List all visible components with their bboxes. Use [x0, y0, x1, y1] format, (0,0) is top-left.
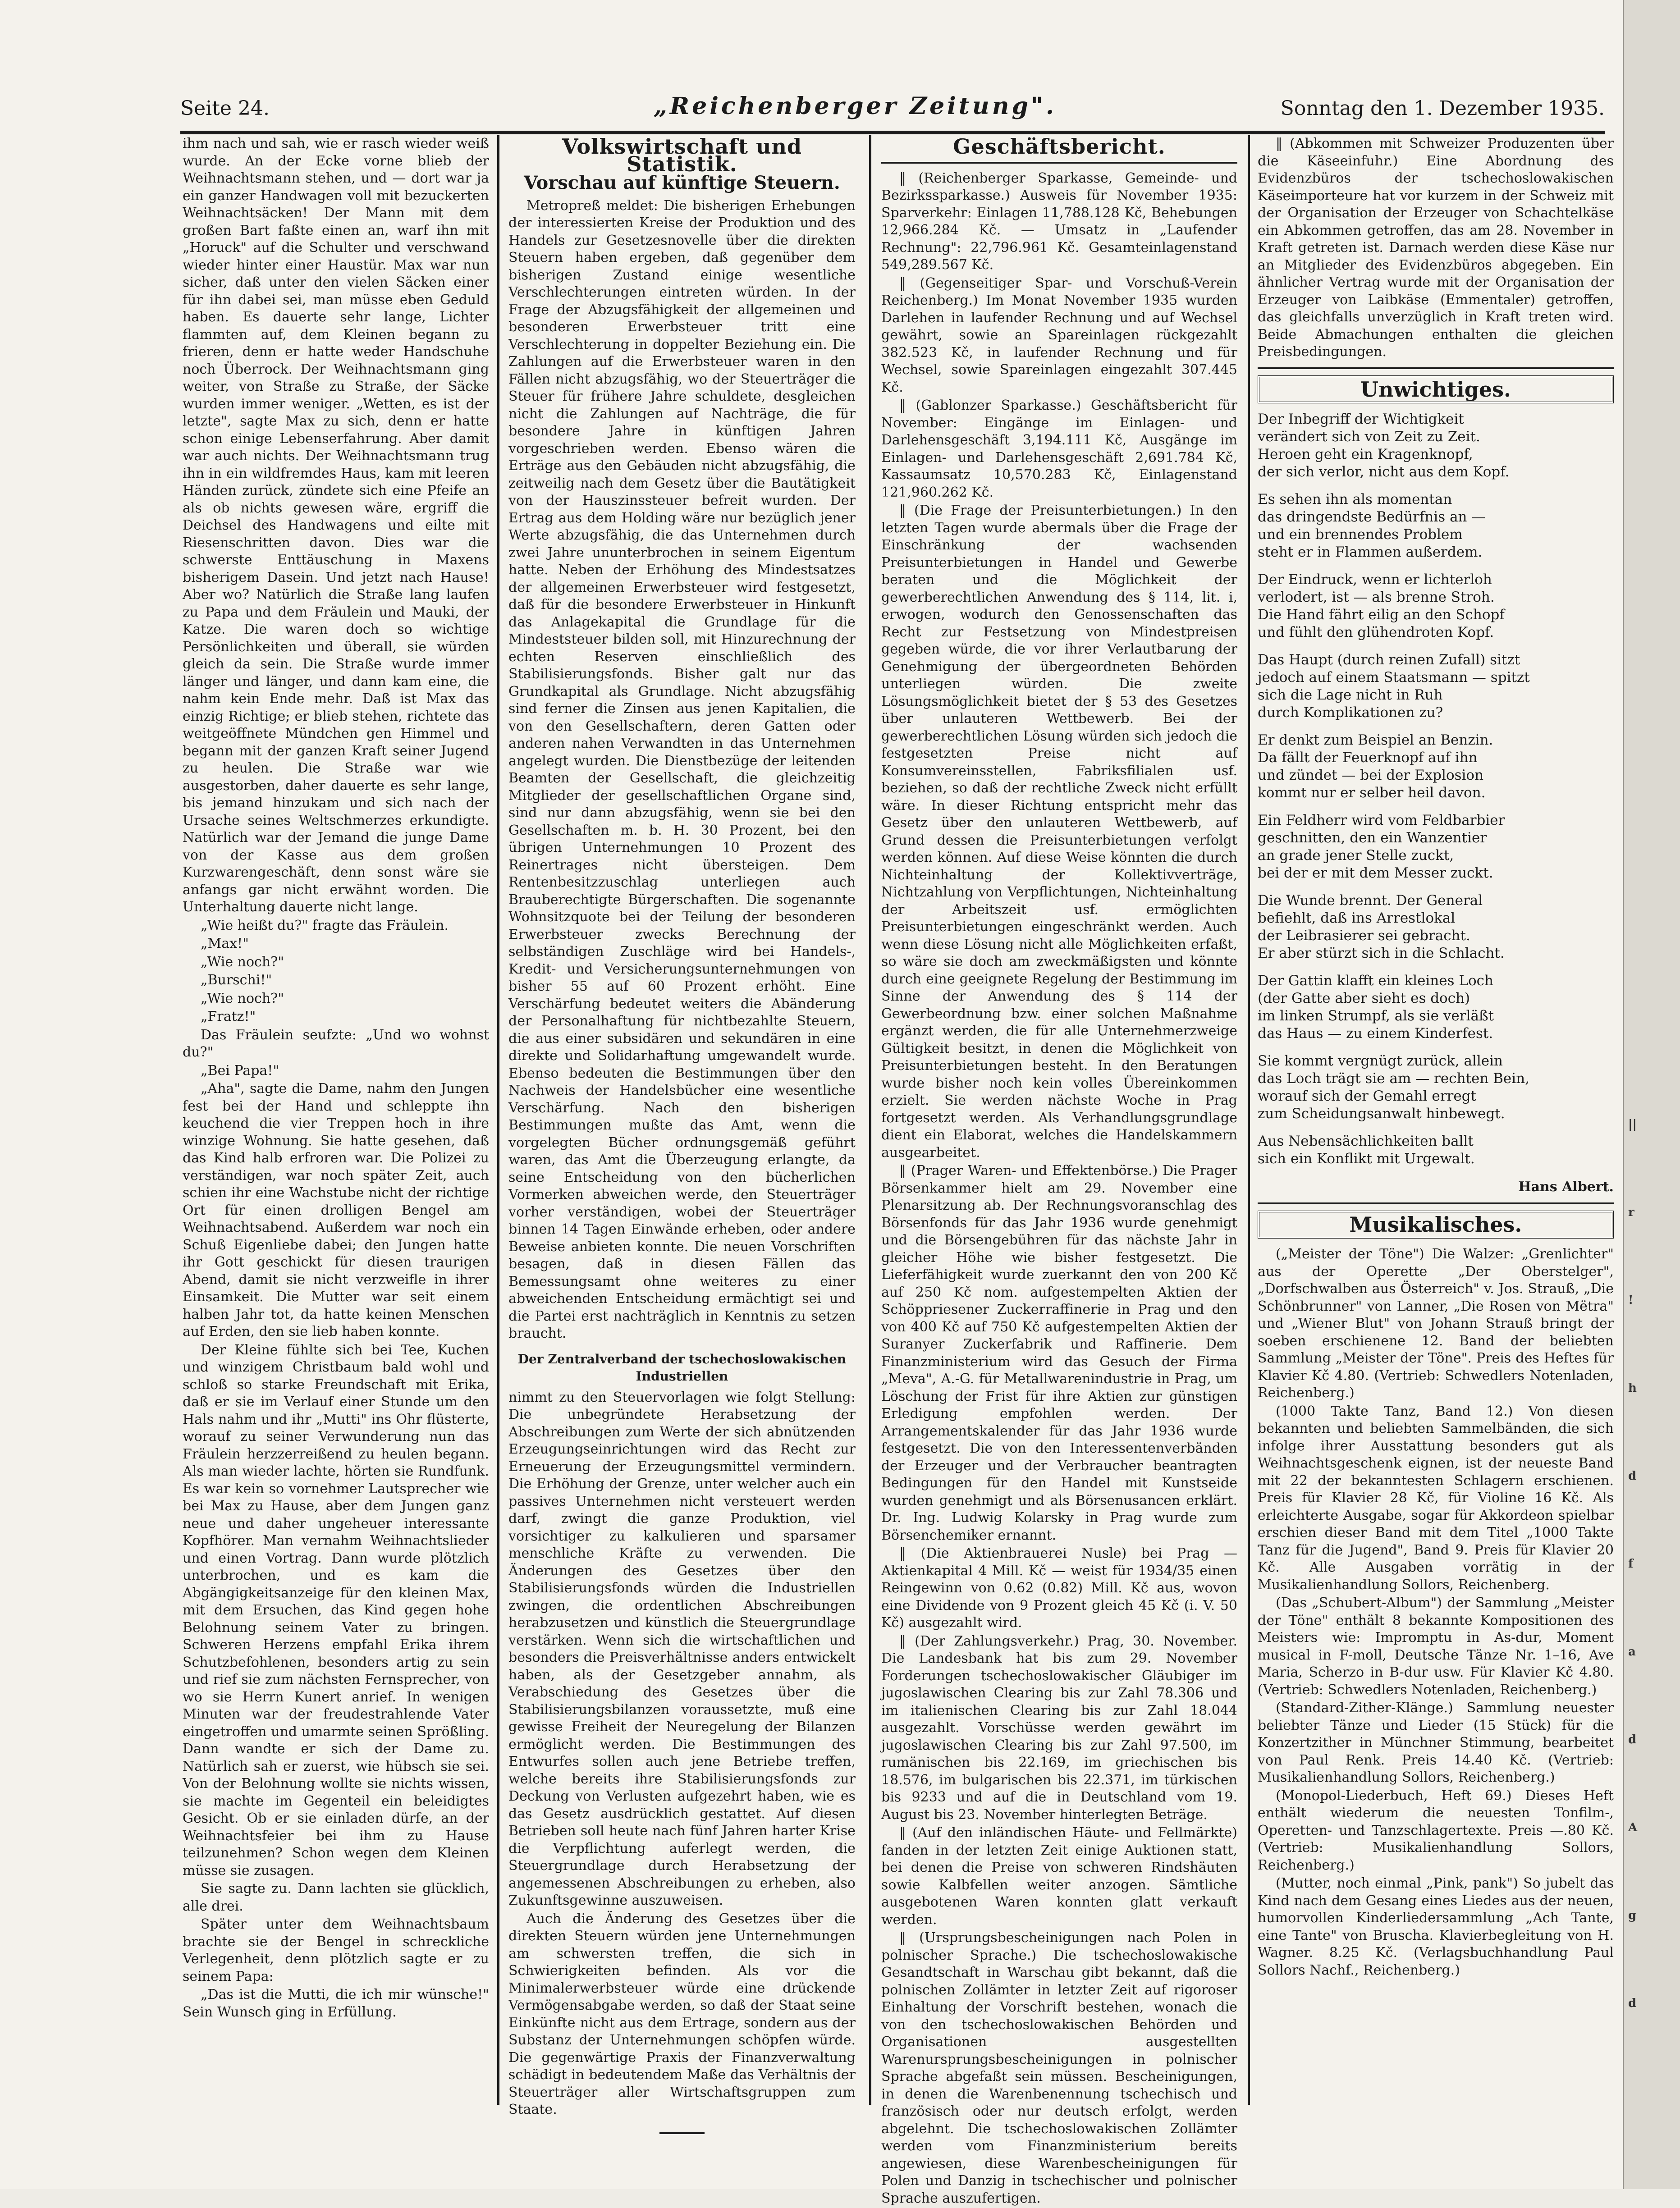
page-header: [180, 88, 1605, 128]
poem-line: Da fällt der Feuerknopf auf ihn: [1258, 750, 1478, 766]
paragraph: ‖ (Der Zahlungsverkehr.) Prag, 30. November. Die Landesbank hat bis zum 29. November Forderungen tschechoslowakischer Gläubiger im jugoslawischen Clearing bis zur Zahl 78.306 und im italienischen Clearing bis zur Zahl 18.044 ausgezahlt. Vorschüsse werden gewährt im jugoslawischen Clearing bis zur Zahl 97.500, im rumänischen bis 22.169, im griechischen bis 18.576, im bulgarischen bis 22.371, im türkischen bis 9233 und auf die in Deutschland vom 19. August bis 23. November hinterlegten Beträge.: [881, 1633, 1237, 1823]
poem-author: Hans Albert.: [1518, 1179, 1614, 1195]
poem-line: der sich verlor, nicht aus dem Kopf.: [1258, 464, 1510, 480]
paragraph: „Wie noch?": [201, 990, 284, 1006]
poem-line: verändert sich von Zeit zu Zeit.: [1258, 429, 1480, 445]
poem-line: befiehlt, daß ins Arrestlokal: [1258, 910, 1456, 926]
poem-stanza: [1258, 1052, 1614, 1123]
story-column: [183, 135, 489, 2022]
poem-line: das Haus — zu einem Kinderfest.: [1258, 1025, 1493, 1042]
poem-line: geschnitten, den ein Wanzentier: [1258, 830, 1487, 846]
poem-line: und fühlt den glühendroten Kopf.: [1258, 624, 1494, 640]
poem-stanza: [1258, 892, 1614, 962]
end-rule: [659, 2132, 705, 2134]
poem-line: kommt nur er selber heil davon.: [1258, 785, 1486, 801]
edge-fragment: d: [1628, 1997, 1637, 2010]
paragraph: (Monopol-Liederbuch, Heft 69.) Dieses Heft enthält wiederum die neuesten Tonfilm-, Operetten- und Tanzschlagertexte. Preis —.80 Kč. (Vertrieb: Musikalienhandlung Sollors, Reichenberg.): [1258, 1787, 1614, 1873]
poem-stanza: [1258, 571, 1614, 641]
poem-title: Unwichtiges.: [1258, 375, 1614, 404]
subheadline: Der Zentralverband der tschechoslowakischen Industriellen: [517, 1351, 847, 1384]
poem-line: und ein brennendes Problem: [1258, 526, 1463, 543]
poem-line: Das Haupt (durch reinen Zufall) sitzt: [1258, 652, 1520, 668]
poem-line: zum Scheidungsanwalt hinbewegt.: [1258, 1106, 1505, 1122]
poem-stanza: [1258, 731, 1614, 802]
poem-line: sich ein Konflikt mit Urgewalt.: [1258, 1151, 1475, 1167]
poem-line: Heroen geht ein Kragenknopf,: [1258, 446, 1473, 462]
paragraph: (Standard-Zither-Klänge.) Sammlung neuester beliebter Tänze und Lieder (15 Stück) für die Konzertzither in Münchner Stimmung, bearbeitet von Paul Renk. Preis 14.40 Kč. (Vertrieb: Musikalienhandlung Sollors, Reichenberg.): [1258, 1700, 1614, 1785]
paragraph: ‖ (Prager Waren- und Effektenbörse.) Die Prager Börsenkammer hielt am 29. November eine Plenarsitzung ab. Der Rechnungsvoranschlag des Börsenfonds für das Jahr 1936 wurde genehmigt und die Börsengebühren für das nächste Jahr in gleicher Höhe wie bisher festgesetzt. Die Lieferfähigkeit wurde zuerkannt den von 200 Kč auf 250 Kč nom. aufgestempelten Aktien der Schöppriesener Zuckerraffinerie in Prag und den von 400 Kč auf 750 Kč aufgestempelten Aktien der Suranyer Zuckerfabrik und Raffinerie. Dem Finanzministerium wird das Gesuch der Firma „Meva", A.-G. für Metallwarenindustrie in Prag, um Löschung der Frist für ihre Aktien zur günstigen Erledigung empfohlen werden. Der Arrangementskalender für das Jahr 1936 wurde festgesetzt. Die von den Interessentenverbänden der Erzeuger und der Verbraucher beantragten Bedingungen für den Handel mit Kunstseide wurden genehmigt und als Börsenusancen erklärt. Dr. Ing. Ludwig Kolarsky in Prag wurde zum Börsenchemiker ernannt.: [881, 1163, 1237, 1543]
column-divider: [1248, 135, 1250, 2105]
paragraph: Auch die Änderung des Gesetzes über die direkten Steuern würden jene Unternehmungen am schwersten treffen, die sich in Schwierigkeiten befinden. Als vor die Minimalerwerbsteuer würde eine drückende Vermögensabgabe werden, so daß der Staat seine Einkünfte nicht aus dem Ertrage, sondern aus der Substanz der Unternehmungen schöpfen würde. Die gegenwärtige Praxis der Finanzverwaltung schädigt in bedeutendem Maße das Verhältnis der Steuerträger aller Wirtschaftsgruppen zum Staate.: [508, 1911, 856, 2117]
paragraph: Metropreß meldet: Die bisherigen Erhebungen der interessierten Kreise der Produktion und des Handels zur Gesetzesnovelle über die direkten Steuern haben ergeben, daß gegenüber dem bisherigen Zustand einige wesentliche Verschlechterungen eintreten würden. In der Frage der Abzugsfähigkeit der allgemeinen und besonderen Erwerbsteuer tritt eine Verschlechterung in doppelter Beziehung ein. Die Zahlungen auf die Erwerbsteuer waren in den Fällen nicht abzugsfähig, wo der Steuerträger die Steuer für frühere Jahre schuldete, desgleichen nicht die Zahlungen auf Nachträge, die für besondere Jahre in künftigen Jahren vorgeschrieben werden. Ebenso wären die Erträge aus den Gebäuden nicht abzugsfähig, die zeitweilig nach dem Gesetz über die Bautätigkeit von der Hauszinssteuer befreit wurden. Der Ertrag aus dem Holding wäre nur bezüglich jener Werte abzugsfähig, die das Unternehmen durch zwei Jahre ununterbrochen in seinem Eigentum hatte. Neben der Erhöhung des Mindestsatzes der allgemeinen Erwerbsteuer wird festgesetzt, daß für die besondere Erwerbsteuer in Hinkunft das Anlagekapital die Grundlage für die Mindeststeuer bilden soll, mit Hinzurechnung der echten Reserven einschließlich des Stabilisierungsfonds. Bisher galt nur das Grundkapital als Grundlage. Nicht abzugsfähig sind ferner die Zinsen aus jenen Kapitalien, die von den Gesellschaftern, deren Gatten oder anderen nahen Verwandten in das Unternehmen angelegt wurden. Die Dienstbezüge der leitenden Beamten der Gesellschaft, die gleichzeitig Mitglieder der gesellschaftlichen Organe sind, sind nur dann abzugsfähig, wenn sie bei den Gesellschaften m. b. H. 30 Prozent, bei den übrigen Unternehmungen 10 Prozent des Reinertrages nicht übersteigen. Dem Rentenbesitzzuschlag unterliegen auch Brauberechtigte Bürgerschaften. Die sogenannte Wohnsitzquote bei der Teilung der besonderen Erwerbsteuer zwecks Berechnung der selbständigen Zuschläge wird bei Handels-, Kredit- und Versicherungsunternehmungen von bisher 55 auf 60 Prozent erhöht. Eine Verschärfung bedeutet weiters die Abänderung der Personalhaftung für nichtbezahlte Steuern, die aus einer subsidären und sekundären in eine direkte und Solidarhaftung umgewandelt wurde. Ebenso bedeuten die Bestimmungen über den Nachweis der Handelsbücher eine wesentliche Verschärfung. Nach den bisherigen Bestimmungen mußte das Amt, wenn die vorgelegten Bücher ordnungsgemäß geführt waren, das Amt die Überzeugung erlangte, da seine Entscheidung von den bücherlichen Vormerken abweichen werde, den Steuerträger vorher verständigen, wobei der Steuerträger binnen 14 Tagen Einwände erheben, oder andere Beweise anbieten konnte. Die neuen Vorschriften besagen, daß in diesen Fällen das Bemessungsamt ohne weiteres zu einer abweichenden Entscheidung ermächtigt sei und die Partei erst nachträglich in Kenntnis zu setzen braucht.: [508, 197, 856, 1341]
poem-line: an grade jener Stelle zuckt,: [1258, 847, 1454, 864]
poem-line: Aus Nebensächlichkeiten ballt: [1258, 1133, 1474, 1149]
poem-line: Der Eindruck, wenn er lichterloh: [1258, 571, 1492, 588]
poem-line: worauf sich der Gemahl erregt: [1258, 1088, 1477, 1104]
poem-line: Sie kommt vergnügt zurück, allein: [1258, 1053, 1503, 1069]
paragraph: (1000 Takte Tanz, Band 12.) Von diesen bekannten und beliebten Sammelbänden, die sich infolge ihrer Ausstattung besonders gut als Weihnachtsgeschenk eignen, ist der neueste Band mit 22 der bekanntesten Schlagern erschienen. Preis für Klavier 28 Kč, für Violine 16 Kč. Als erleichterte Ausgabe, sogar für Akkordeon spielbar erschien dieser Band mit dem Titel „1000 Takte Tanz für die Jugend", Band 9. Preis für Klavier 20 Kč. Alle Ausgaben vorrätig in der Musikalienhandlung Sollors, Reichenberg.: [1258, 1403, 1614, 1593]
paragraph: „Wie noch?": [201, 954, 284, 970]
page-number: Seite 24.: [180, 97, 270, 120]
header-rule: [180, 131, 1605, 134]
edge-fragment: h: [1628, 1381, 1637, 1395]
business-column: [881, 135, 1237, 2208]
paragraph: ‖ (Abkommen mit Schweizer Produzenten über die Käseeinfuhr.) Eine Abordnung des Evidenzbüros der tschechoslowakischen Käseimporteure hat vor kurzem in der Schweiz mit der Organisation der Erzeuger von Schachtelkäse ein Abkommen getroffen, das am 28. November in Kraft getreten ist. Darnach werden diese Käse nur an Mitglieder des Evidenzbüros abgegeben. Ein ähnlicher Vertrag wurde mit der Organisation der Erzeuger von Laibkäse (Emmentaler) getroffen, das gleichfalls unverzüglich in Kraft treten wird. Beide Abmachungen enthalten die gleichen Preisbedingungen.: [1258, 136, 1614, 360]
paragraph: Der Kleine fühlte sich bei Tee, Kuchen und winzigem Christbaum bald wohl und schloß so starke Freundschaft mit Erika, daß er sie im Verlauf einer Stunde um den Hals nahm und ihr „Mutti" ins Ohr flüsterte, worauf zu seiner Verwunderung nun das Fräulein herzzerreißend zu heulen begann. Als man wieder lachte, hörten sie Rundfunk. Es war kein so vornehmer Lautsprecher wie bei Max zu Hause, aber dem Jungen ganz neue und daher ungeheuer interessante Kopfhörer. Man vernahm Weihnachtslieder und einen Vortrag. Dann wurde plötzlich unterbrochen, und es kam die Abgängigkeitsanzeige für den kleinen Max, mit dem Ersuchen, das Kind gegen hohe Belohnung seinem Vater zu bringen. Schweren Herzens empfahl Erika ihrem Schutzbefohlenen, besonders artig zu sein und rief sie zum nächsten Fernsprecher, von wo sie Herrn Kunert anrief. In wenigen Minuten war der freudestrahlende Vater eingetroffen und umarmte seinen Sprößling. Dann wandte er sich der Dame zu. Natürlich sah er zuerst, wie hübsch sie sei. Von der Belohnung wollte sie nichts wissen, sie machte im Gegenteil ein beleidigtes Gesicht. Ob er sie einladen dürfe, an der Weihnachtsfeier bei ihm zu Hause teilzunehmen? Schon wegen dem Kleinen müsse sie zusagen.: [183, 1342, 489, 1879]
paragraph: „Aha", sagte die Dame, nahm den Jungen fest bei der Hand und schleppte ihn keuchend die vier Treppen hoch in ihre winzige Wohnung. Sie hatte gesehen, daß das Kind halb erfroren war. Die Polizei zu verständigen, war noch später Zeit, auch schien ihr eine Wachstube nicht der richtige Ort für einen drolligen Bengel am Weihnachtsabend. Außerdem war noch ein Schuß Eigenliebe dabei; den Jungen hatte ihr Gott geschickt für diesen traurigen Abend, damit sie nicht verzweifle in ihrer Einsamkeit. Die Mutter war seit einem halben Jahr tot, da hatte keinen Menschen auf Erden, den sie lieb haben konnte.: [183, 1081, 489, 1339]
edge-fragment: A: [1628, 1821, 1638, 1834]
poem-line: Ein Feldherr wird vom Feldbarbier: [1258, 812, 1505, 828]
paragraph: („Meister der Töne") Die Walzer: „Grenlichter" aus der Operette „Der Oberstelger", „Dorfschwalben aus Österreich" v. Jos. Strauß, „Die Schönbrunner" von Lanner, „Die Rosen von Mëtra" und „Wiener Blut" von Johann Strauß bringt der soeben erschienene 12. Band der beliebten Sammlung „Meister der Töne". Preis des Heftes für Klavier Kč 4.80. (Vertrieb: Schwedlers Notenladen, Reichenberg.): [1258, 1246, 1614, 1401]
paragraph: „Wie heißt du?" fragte das Fräulein.: [201, 917, 449, 933]
poem-line: bei der er mit dem Messer zuckt.: [1258, 865, 1493, 881]
economy-column: [508, 135, 856, 2148]
edge-fragment: ||: [1628, 1118, 1637, 1131]
column-divider: [869, 135, 871, 2105]
edge-fragment: r: [1628, 1206, 1634, 1219]
paragraph: ‖ (Ursprungsbescheinigungen nach Polen in polnischer Sprache.) Die tschechoslowakische Gesandtschaft in Warschau gibt bekannt, daß die polnischen Zollämter in letzter Zeit auf rigoroser Einhaltung der Vorschrift bestehen, wonach die von den tschechoslowakischen Behörden und Organisationen ausgestellten Warenursprungsbescheinigungen in polnischer Sprache abgefaßt sein müssen. Bescheinigungen, in denen die Warenbenennung tschechisch und französisch oder nur deutsch erfolgt, werden abgelehnt. Die tschechoslowakischen Zollämter werden vom Finanzministerium bereits angewiesen, diese Warenbescheinigungen für Polen und Danzig in tschechischer und polnischer Sprache auszufertigen.: [881, 1930, 1237, 2206]
poem-line: sich die Lage nicht in Ruh: [1258, 687, 1443, 703]
poem-line: Die Hand fährt eilig an den Schopf: [1258, 607, 1505, 623]
poem-line: Die Wunde brennt. Der General: [1258, 892, 1483, 909]
poem-stanza: [1258, 651, 1614, 722]
paragraph: ‖ (Reichenberger Sparkasse, Gemeinde- und Bezirkssparkasse.) Ausweis für November 1935: Sparverkehr: Einlagen 11,788.128 Kč, Behebungen 12,966.284 Kč. — Umsatz in „Laufender Rechnung": 22,796.961 Kč. Gesamteinlagenstand 549,289.567 Kč.: [881, 170, 1237, 273]
poem-line: Der Gattin klafft ein kleines Loch: [1258, 973, 1493, 989]
poem-line: das dringendste Bedürfnis an —: [1258, 509, 1486, 525]
paragraph: (Das „Schubert-Album") der Sammlung „Meister der Töne" enthält 8 bekannte Kompositionen des Meisters wie: Impromptu in As-dur, Moment musical in F-moll, Deutsche Tänze Nr. 1–16, Ave Maria, Scherzo in B-dur usw. Für Klavier Kč 4.80. (Vertrieb: Schwedlers Notenladen, Reichenberg.): [1258, 1595, 1614, 1698]
poem-line: verlodert, ist — als brenne Stroh.: [1258, 589, 1495, 605]
title-rule: [881, 162, 1237, 164]
music-section-title: Musikalisches.: [1258, 1211, 1614, 1239]
paragraph: „Fratz!": [201, 1009, 256, 1024]
adjacent-page-edge: [1623, 0, 1680, 2189]
edge-fragment: a: [1628, 1645, 1636, 1659]
section-rule: [1258, 1202, 1614, 1204]
poem-line: Der Inbegriff der Wichtigkeit: [1258, 411, 1464, 427]
edge-fragment: f: [1628, 1557, 1634, 1571]
poem-line: im linken Strumpf, als sie verläßt: [1258, 1008, 1494, 1024]
poem-stanza: [1258, 972, 1614, 1042]
poem-line: das Loch trägt sie am — rechten Bein,: [1258, 1070, 1530, 1087]
paragraph: ‖ (Gablonzer Sparkasse.) Geschäftsbericht für November: Eingänge im Einlagen- und Darlehensgeschäft 3,194.111 Kč, Ausgänge im Einlagen- und Darlehensgeschäft 2,691.784 Kč, Kassaumsatz 10,570.283 Kč, Einlagenstand 121,960.262 Kč.: [881, 398, 1237, 500]
poem-stanza: [1258, 812, 1614, 882]
poem-line: der Leibrasierer sei gebracht.: [1258, 928, 1470, 944]
poem-stanza: [1258, 491, 1614, 561]
section-title: Volkswirtschaft und Statistik.: [562, 134, 802, 176]
poem-line: Er denkt zum Beispiel an Benzin.: [1258, 732, 1493, 748]
paragraph: „Max!": [201, 936, 249, 951]
column-divider: [497, 135, 499, 2105]
edge-fragment: !: [1628, 1294, 1634, 1307]
paragraph: (Mutter, noch einmal „Pink, pank") So jubelt das Kind nach dem Gesang eines Liedes aus der neuen, humorvollen Kinderliedersammlung „Ach Tante, eine Tante" von Bruscha. Klavierbegleitung von H. Wagner. 8.25 Kč. (Verlagsbuchhandlung Paul Sollors Nachf., Reichenberg.): [1258, 1875, 1614, 1978]
paragraph: ihm nach und sah, wie er rasch wieder weiß wurde. An der Ecke vorne blieb der Weihnachtsmann stehen, und — dort war ja ein ganzer Handwagen voll mit bezuckerten Weihnachtsäcken! Der Mann mit dem großen Bart faßte einen an, warf ihn mit „Horuck" auf die Schulter und verschwand wieder hinter einer Haustür. Max war nun sicher, daß unter den vielen Säcken einer für ihn dabei sei, man müsse eben Geduld haben. Es dauerte sehr lange, Lichter flammten auf, dem Kleinen begann zu frieren, denn er hatte weder Handschuhe noch Überrock. Der Weihnachtsmann ging weiter, von Straße zu Straße, der Säcke wurden immer weniger. „Wetten, es ist der letzte", sagte Max zu sich, denn er hatte schon einige Lebenserfahrung. Aber damit war auch nichts. Der Weihnachtsmann trug ihn in ein wildfremdes Haus, kam mit leeren Händen zurück, zündete sich eine Pfeife an als ob nichts gewesen wäre, ergriff die Deichsel des Handwagens und eilte mit Riesenschritten davon. Dies war die schwerste Enttäuschung in Maxens bisherigem Dasein. Und jetzt nach Hause! Aber wo? Natürlich die Straße lang laufen zu Papa und dem Fräulein und Mauki, der Katze. Die waren doch so wichtige Persönlichkeiten und überall, sie würden gleich da sein. Die Straße wurde immer länger und länger, und dann kam eine, die nahm kein Ende mehr. Daß ist Max das einzig Richtige; er blieb stehen, richtete das weitgeöffnete Mündchen gen Himmel und begann mit der ganzen Kraft seiner Jugend zu heulen. Die Straße war wie ausgestorben, daher dauerte es sehr lange, bis jemand hinzukam und sich nach der Ursache seines Weltschmerzes erkundigte. Natürlich war der Jemand die junge Dame von der Kasse aus dem großen Kurzwarengeschäft, denn sonst wäre sie anfangs gar nicht erwähnt worden. Die Unterhaltung dauerte nicht lange.: [183, 136, 489, 915]
poem-line: (der Gatte aber sieht es doch): [1258, 990, 1470, 1006]
newspaper-name: „Reichenberger Zeitung".: [654, 92, 1057, 120]
paragraph: ‖ (Die Frage der Preisunterbietungen.) In den letzten Tagen wurde abermals über die Frage der Einschränkung der wachsenden Preisunterbietungen in Handel und Gewerbe beraten und die Möglichkeit der gewerberechtlichen Anwendung des § 114, lit. i, erwogen, wodurch den Genossenschaften das Recht zur Festsetzung von Mindestpreisen gegeben würde, die vor ihrer Verlautbarung der Genehmigung der übergeordneten Behörden unterliegen würden. Die zweite Lösungsmöglichkeit bietet der § 53 des Gesetzes über unlauteren Wettbewerb. Bei der gewerberechtlichen Lösung würden sich jedoch die festgesetzten Preise nicht auf Konsumvereinsstellen, Fabriksfilialen usf. beziehen, so daß der rechtliche Zweck nicht erfüllt wäre. In dieser Richtung entspricht mehr das Gesetz über den unlauteren Wettbewerb, auf Grund dessen die Preisunterbietungen verfolgt werden können. Auf diese Weise könnten die durch Nichteinhaltung der Kollektivverträge, Nichtzahlung von Verpflichtungen, Nichteinhaltung der Arbeitszeit usf. ermöglichten Preisunterbietungen eingeschränkt werden. Auch wenn diese Lösung nicht alle Möglichkeiten erfaßt, so wäre sie doch am zweckmäßigsten und könnte durch eine geeignete Regelung der Bestimmung im Sinne der Anwendung des § 114 der Gewerbeordnung bzw. einer solchen Maßnahme ergänzt werden, die für alle Unternehmerzweige Gültigkeit besitzt, in denen die Möglichkeit von Preisunterbietungen besteht. In den Beratungen wurde bisher noch kein volles Übereinkommen erzielt. Sie werden nächste Woche in Prag fortgesetzt werden. Als Verhandlungsgrundlage dient ein Elaborat, welches die Handelskammern ausgearbeitet.: [881, 503, 1237, 1161]
paragraph: „Bei Papa!": [201, 1062, 279, 1079]
paragraph: ‖ (Gegenseitiger Spar- und Vorschuß-Verein Reichenberg.) Im Monat November 1935 wurden Darlehen in laufender Rechnung und auf Wechsel gewährt, sowie an Spareinlagen rückgezahlt 382.523 Kč, in laufender Rechnung und für Wechsel, sowie Spareinlagen eingezahlt 307.445 Kč.: [881, 275, 1237, 395]
poem-line: steht er in Flammen außerdem.: [1258, 544, 1483, 560]
poem-line: durch Komplikationen zu?: [1258, 704, 1443, 721]
paragraph: Das Fräulein seufzte: „Und wo wohnst du?": [183, 1027, 489, 1060]
poem-stanza: [1258, 411, 1614, 481]
paragraph: „Burschi!": [201, 972, 272, 988]
issue-date: Sonntag den 1. Dezember 1935.: [1280, 97, 1605, 120]
section-rule: [1258, 367, 1614, 369]
paragraph: nimmt zu den Steuervorlagen wie folgt Stellung: Die unbegründete Herabsetzung der Abschreibungen zum Werte der sich abnützenden Erzeugungseinrichtungen wird das Recht zur Erneuerung der Erzeugungsmittel vermindern. Die Erhöhung der Grenze, unter welcher auch ein passives Unternehmen nicht versteuert werden darf, zwingt die ganze Produktion, viel vorsichtiger zu kalkulieren und sparsamer menschliche Kräfte zu verwenden. Die Änderungen des Gesetzes über den Stabilisierungsfonds würden die Industriellen zwingen, die ordentlichen Abschreibungen herabzusetzen und künstlich die Steuergrundlage verstärken. Wenn sich die wirtschaftlichen und besonders die Preisverhältnisse anders entwickelt haben, als der Gesetzgeber annahm, als Verabschiedung des Gesetzes über die Stabilisierungsbilanzen voraussetzte, muß eine gewisse Freiheit der Neuregelung der Bilanzen ermöglicht werden. Die Bestimmungen des Entwurfes sollen auch jene Betriebe treffen, welche bereits ihre Stabilisierungsfonds zur Deckung von Verlusten aufgezehrt haben, wie es das Gesetz ausdrücklich gestattet. Auf diesen Betrieben soll heute nach fünf Jahren harter Krise die Verpflichtung auferlegt werden, die Steuergrundlage durch Herabsetzung der angemessenen Abschreibungen zu erheben, also Zukunftsgewinne auszuweisen.: [508, 1389, 856, 1908]
poem-stanza: [1258, 1133, 1614, 1168]
paragraph: „Das ist die Mutti, die ich mir wünsche!" Sein Wunsch ging in Erfüllung.: [183, 1987, 489, 2020]
paragraph: Später unter dem Weihnachtsbaum brachte sie der Bengel in schreckliche Verlegenheit, denn plötzlich sagte er zu seinem Papa:: [183, 1916, 489, 1984]
edge-fragment: d: [1628, 1733, 1637, 1746]
section-title: Geschäftsbericht.: [953, 134, 1166, 159]
paragraph: ‖ (Die Aktienbrauerei Nusle) bei Prag — Aktienkapital 4 Mill. Kč — weist für 1934/35 einen Reingewinn von 0.62 (0.82) Mill. Kč aus, wovon eine Dividende von 9 Prozent gleich 45 Kč (i. V. 50 Kč) ausgezahlt wird.: [881, 1545, 1237, 1631]
paragraph: Sie sagte zu. Dann lachten sie glücklich, alle drei.: [183, 1881, 489, 1914]
edge-fragment: d: [1628, 1469, 1637, 1483]
poem: [1258, 411, 1614, 1168]
paragraph: ‖ (Auf den inländischen Häute- und Fellmärkte) fanden in der letzten Zeit einige Auktionen statt, bei denen die Preise von schweren Rindshäuten sowie Kalbfellen weiter anzogen. Sämtliche ausgebotenen Waren konnten glatt verkauft werden.: [881, 1825, 1237, 1928]
edge-fragment: g: [1628, 1909, 1637, 1922]
misc-column: [1258, 135, 1614, 1980]
poem-line: Er aber stürzt sich in die Schlacht.: [1258, 945, 1505, 961]
poem-line: und zündet — bei der Explosion: [1258, 767, 1484, 783]
poem-line: Es sehen ihn als momentan: [1258, 491, 1452, 507]
poem-line: jedoch auf einem Staatsmann — spitzt: [1258, 669, 1530, 686]
article-headline: Vorschau auf künftige Steuern.: [524, 172, 840, 193]
